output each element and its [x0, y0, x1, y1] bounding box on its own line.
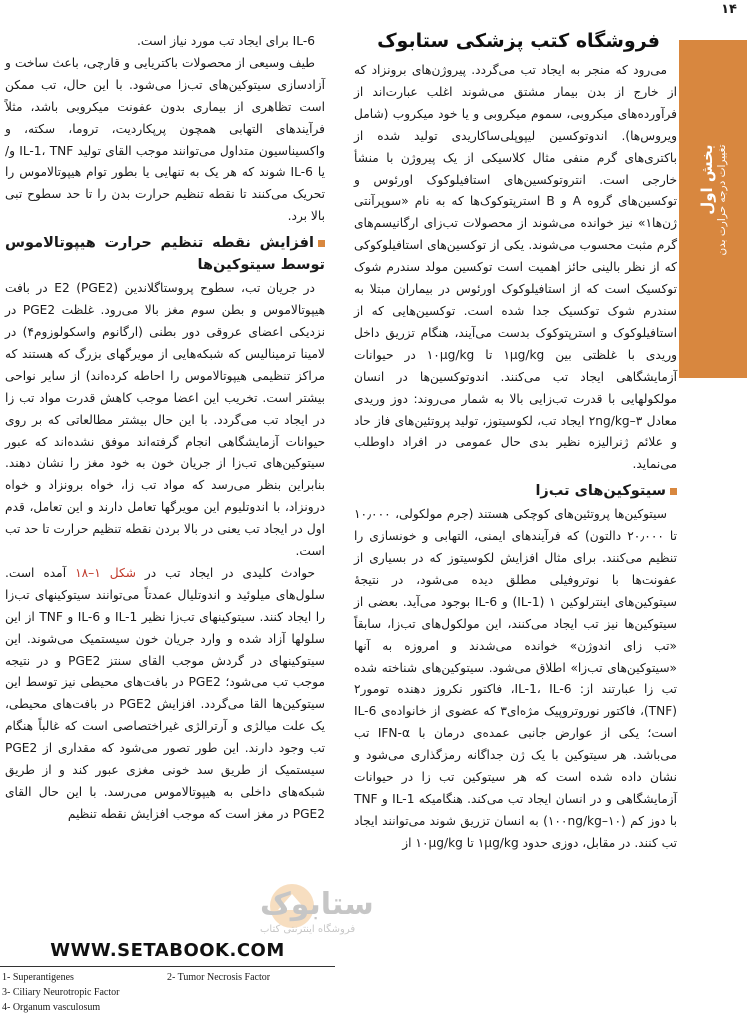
setabook-logo-watermark: [60, 880, 374, 936]
section-heading-setpoint: افزایش نقطه تنظیم حرارت هیپوتالاموس توسط سیتوکین‌ها: [5, 235, 325, 274]
watermark-url: WWW.SETABOOK.COM: [50, 940, 285, 961]
paragraph: IL-6 برای ایجاد تب مورد نیاز است.: [136, 34, 315, 48]
heading-bullet: [318, 240, 325, 247]
logo-text: ستابوک: [260, 887, 374, 922]
store-watermark-title: فروشگاه کتب پزشکی ستابوک: [377, 30, 660, 52]
logo-subtext: فروشگاه اینترنتی کتاب: [260, 924, 356, 935]
footnote-divider: [0, 966, 335, 967]
side-tab: [679, 40, 747, 378]
left-column: [5, 31, 325, 826]
page-number: ۱۴: [721, 2, 737, 17]
section-heading-cytokines: سیتوکین‌های تب‌زا: [354, 480, 677, 502]
footnotes: [2, 970, 332, 1015]
paragraph: می‌رود که منجر به ایجاد تب می‌گردد. پیروژن‌های برونزاد که از خارج از بدن بیمار مشتق می‌شوند اغلب عبارت‌اند از فرآورده‌های میکروبی، سموم میکروبی و یا خود میکروب (شامل ویروس‌ها). اندوتوکسین لیپوپلی‌ساکاریدی تولید شده از باکتری‌های گرم منفی مثال کلاسیکی از یک پیروژن با منشأ خارجی است. انتروتوکسین‌های استافیلوکوک اورئوس و توکسین‌های گروه A و B استرپتوکوک‌ها که به نام «سوپرآنتی ژن‌ها۱» نیز خوانده می‌شوند از محصولات تب‌زای ارگانیسم‌های گرم مثبت محسوب می‌شوند. یکی از توکسین‌های استافیلوکوکی که از نظر بالینی حائز اهمیت است توکسین مولد سندرم شوک توکسیک است که از استافیلوکوک اورئوس در بیماران مبتلا به سندرم شوک توکسیک جدا شده است. توکسین‌هایی که از استافیلوکوک و استرپتوکوک بدست می‌آیند، هنگام تزریق داخل وریدی با غلظتی بین ۱μg/kg تا ۱۰μg/kg در حیوانات آزمایشگاهی ایجاد تب می‌کنند. اندوتوکسین‌ها در انسان مولکولهایی با قدرت تب‌زایی بالا به شمار می‌روند: دوز وریدی معادل ۲ng/kg–۳ ایجاد تب، لکوسیتوز، تولید پروتئین‌های فاز حاد و علائم ژنرالیزه نظیر بدی حال عمومی در افراد داوطلب می‌نماید.: [354, 63, 678, 472]
footnote-4: 4- Organum vasculosum: [2, 1002, 101, 1013]
heading-bullet: [670, 488, 677, 495]
figure-reference-link[interactable]: شکل ۱–۱۸: [75, 565, 136, 580]
paragraph: در جریان تب، سطوح پروستاگلاندین E2 (PGE2) در بافت هیپوتالاموس و بطن سوم مغز بالا می‌رود. غلظت PGE2 در نزدیکی اعضای عروقی دور بطنی (ارگانوم واسکولوزوم۴) در لامینا ترمینالیس که شبکه‌هایی از مویرگهای بزرگ که هستند که مراکز تنظیمی هیپوتالاموس را احاطه کرده‌اند) از سایر نواحی بیشتر است. تخریب این اعضا موجب کاهش قدرت مواد تب زا در ایجاد تب می‌گردد. با این حال بیشتر مطالعاتی که بر روی حیوانات آزمایشگاهی انجام گرفته‌اند موفق نشده‌اند که عبور سیتوکین‌های تب‌زا از جریان خون به خود مغز را نشان دهند. بنابراین بنظر می‌رسد که مواد تب زا، خواه برونزاد و خواه درونزاد، با اندوتلیوم این مویرگها تعامل دارند و این تعامل، قدم اول در ایجاد تب یعنی در بالا بردن نقطه تنظیم حرارت تا حد تب است.: [5, 281, 326, 559]
side-tab-part: بخش اول: [698, 144, 716, 215]
paragraph: حوادث کلیدی در ایجاد تب در شکل ۱–۱۸ آمده است. سلول‌های میلوئید و اندوتلیال عمدتاً می‌توانند سیتوکینهای تب‌زا را ایجاد کنند. سیتوکینهای تب‌زا نظیر IL-1 و IL-6 و TNF از این سلولها آزاد شده و وارد جریان خون سیستمیک می‌شوند. این سیتوکینهای در گردش موجب القای سنتز PGE2 و در نتیجه موجب تب می‌شود؛ PGE2 در بافت‌های محیطی نیز توسط این سیتوکین‌ها القا می‌گردد. افزایش PGE2 در بافت‌های محیطی، یک علت میالژی و آرترالژی غیراختصاصی است که غالباً هنگام تب وجود دارند. این طور تصور می‌شود که مقداری از PGE2 سیستمیک از طریق سد خونی مغزی عبور کند و از طریق شبکه‌های داخلی به هیپوتالاموس می‌رسد. با این حال القای PGE2 در مغز است که موجب افزایش نقطه تنظیم: [5, 565, 326, 821]
paragraph: سیتوکین‌ها پروتئین‌های کوچکی هستند (جرم مولکولی، ۱۰٫۰۰۰ تا ۲۰٫۰۰۰ دالتون) که فرآیندهای ایمنی، التهابی و خونسازی را تنظیم می‌کنند. برای مثال افزایش لکوسیتوز که در بسیاری از عفونت‌ها با نوتروفیلی مطلق دیده می‌شود، در نتیجه‌ٔ سیتوکین‌های اینترلوکین ۱ (IL-1) و IL-6 بوجود می‌آید. بعضی از سیتوکین‌ها نیز تب ایجاد می‌کنند، این مولکول‌های تب‌زا، سابقاً «تب زای اندوژن» خوانده می‌شدند و امروزه به آنها «سیتوکین‌های تب‌زا» اطلاق می‌شود. سیتوکین‌های شناخته شده تب زا عبارتند از: IL-1، IL-6، فاکتور نکروز دهنده تومور۲ (TNF)، فاکتور نوروتروپیک مژه‌ای۳ که عضوی از خانواده‌ی IL-6 است؛ یکی از عوارض جانبی عمده‌ی درمان با IFN-α تب می‌باشد. هر سیتوکین با یک ژن جداگانه رمزگذاری می‌شود و نشان داده شده است که هر سیتوکین تب زا در حیوانات آزمایشگاهی و در انسان ایجاد تب می‌کند. هنگامیکه IL-1 و TNF با دوز کم (۱۰–۱۰۰ng/kg) به انسان تزریق شوند می‌توانند ایجاد تب کنند. در مقابل، دوزی حدود ۱μg/kg تا ۱۰μg/kg از: [354, 507, 678, 850]
footnote-3: 3- Ciliary Neurotropic Factor: [2, 987, 120, 998]
footnote-1: 1- Superantigenes: [2, 972, 74, 983]
right-column: [354, 60, 677, 855]
footnote-2: 2- Tumor Necrosis Factor: [167, 972, 271, 983]
side-tab-chapter: تغییرات درجه حرارت بدن: [716, 144, 728, 256]
paragraph: طیف وسیعی از محصولات باکتریایی و قارچی، باعث ساخت و آزادسازی سیتوکین‌های تب‌زا می‌شود. با این حال، تب ممکن است تظاهری از بیماری بدون عفونت میکروبی باشد، مثلاً فرآیندهای التهابی همچون پرپکاردیت، تروما، سکته، و واکسیناسیون متداول می‌توانند موجب القای تولید IL-1، TNF و/یا IL-6 شوند که هر یک به تنهایی یا بطور توام هیپوتالاموس را تحریک می‌کنند تا نقطه تنظیم حرارت بدن را تا حد سطوح تبی بالا برد.: [5, 55, 325, 224]
